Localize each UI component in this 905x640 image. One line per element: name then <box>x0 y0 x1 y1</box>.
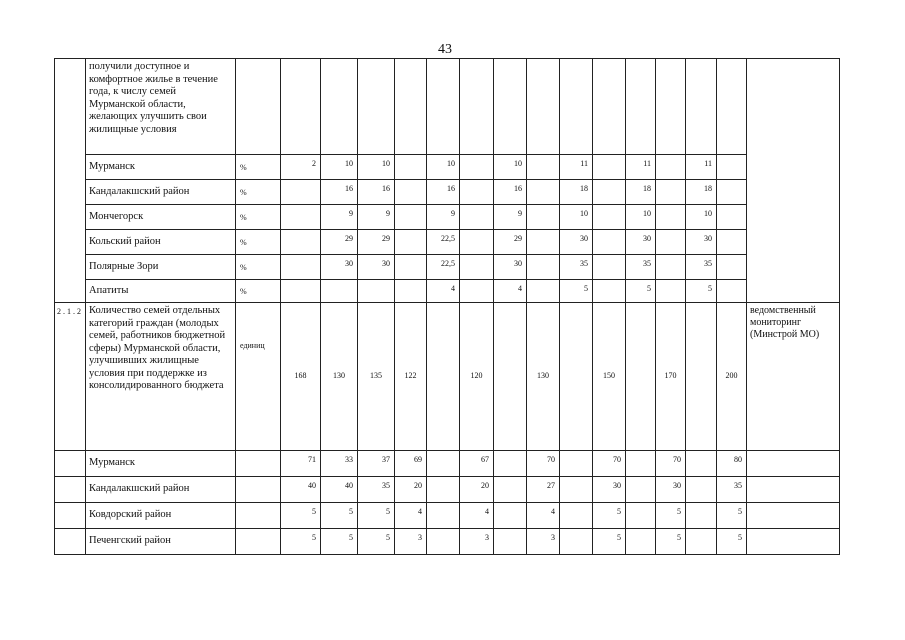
value-cell: 5 <box>560 280 593 303</box>
value-cell: 18 <box>560 180 593 205</box>
value-cell <box>527 155 560 180</box>
value-cell <box>717 180 747 205</box>
value-cell: 2 <box>281 155 321 180</box>
value-cell: 5 <box>717 529 747 555</box>
value-cell <box>281 280 321 303</box>
municipality-label: Полярные Зори <box>86 255 236 280</box>
value-cell <box>593 255 626 280</box>
value-cell: 5 <box>717 503 747 529</box>
value-cell: 16 <box>494 180 527 205</box>
value-cell: 135 <box>358 303 395 451</box>
table-row <box>55 205 840 230</box>
value-cell: 10 <box>494 155 527 180</box>
value-cell <box>593 230 626 255</box>
value-cell: 3 <box>395 529 427 555</box>
value-cell: 29 <box>358 230 395 255</box>
value-cell: 22,5 <box>427 255 460 280</box>
value-cell: 22,5 <box>427 230 460 255</box>
value-cell: 33 <box>321 451 358 477</box>
value-cell <box>427 503 460 529</box>
value-cell: 122 <box>395 303 427 451</box>
value-cell <box>717 280 747 303</box>
value-cell: 30 <box>321 255 358 280</box>
value-cell <box>281 255 321 280</box>
row-number: 2.1.2 <box>55 303 86 451</box>
value-cell <box>656 230 686 255</box>
value-cell <box>527 205 560 230</box>
value-cell <box>281 230 321 255</box>
value-cell <box>656 180 686 205</box>
table-row <box>55 255 840 280</box>
value-cell: 130 <box>321 303 358 451</box>
value-cell: 5 <box>626 280 656 303</box>
indicator-label: получили доступное и комфортное жилье в течение года, к числу семей Мурманской области, желающих улучшить свои жилищные условия <box>86 59 236 155</box>
table-row <box>55 477 840 503</box>
unit-cell: % <box>236 280 281 303</box>
value-cell: 16 <box>321 180 358 205</box>
value-cell <box>593 155 626 180</box>
value-cell: 29 <box>494 230 527 255</box>
value-cell <box>656 280 686 303</box>
value-cell <box>395 255 427 280</box>
value-cell <box>527 59 560 155</box>
value-cell: 11 <box>560 155 593 180</box>
table-row <box>55 59 840 155</box>
value-cell <box>717 155 747 180</box>
value-cell <box>560 503 593 529</box>
value-cell: 4 <box>527 503 560 529</box>
value-cell: 67 <box>460 451 494 477</box>
municipality-label: Кандалакшский район <box>86 180 236 205</box>
value-cell: 18 <box>626 180 656 205</box>
value-cell <box>593 205 626 230</box>
unit-cell: % <box>236 180 281 205</box>
value-cell <box>395 205 427 230</box>
value-cell <box>358 59 395 155</box>
source-note: ведомственный мониторинг (Минстрой МО) <box>747 303 840 451</box>
value-cell: 18 <box>686 180 717 205</box>
value-cell: 30 <box>656 477 686 503</box>
value-cell <box>494 59 527 155</box>
value-cell <box>427 451 460 477</box>
value-cell: 69 <box>395 451 427 477</box>
value-cell <box>527 230 560 255</box>
value-cell <box>281 180 321 205</box>
value-cell: 5 <box>593 503 626 529</box>
table-row <box>55 303 840 451</box>
value-cell <box>427 477 460 503</box>
value-cell <box>686 477 717 503</box>
unit-cell: % <box>236 205 281 230</box>
value-cell <box>494 451 527 477</box>
value-cell <box>527 180 560 205</box>
row-number-cell <box>55 503 86 529</box>
table-row <box>55 180 840 205</box>
value-cell <box>494 503 527 529</box>
table-row <box>55 155 840 180</box>
value-cell <box>358 280 395 303</box>
value-cell <box>626 451 656 477</box>
value-cell: 5 <box>281 529 321 555</box>
value-cell <box>460 205 494 230</box>
value-cell: 16 <box>358 180 395 205</box>
municipality-label: Мурманск <box>86 155 236 180</box>
value-cell: 30 <box>593 477 626 503</box>
value-cell: 5 <box>281 503 321 529</box>
value-cell <box>717 230 747 255</box>
value-cell: 29 <box>321 230 358 255</box>
value-cell: 9 <box>494 205 527 230</box>
note-cell <box>747 477 840 503</box>
value-cell <box>626 477 656 503</box>
value-cell: 40 <box>321 477 358 503</box>
unit-cell: % <box>236 230 281 255</box>
value-cell <box>527 255 560 280</box>
value-cell: 200 <box>717 303 747 451</box>
value-cell: 10 <box>321 155 358 180</box>
value-cell: 70 <box>656 451 686 477</box>
value-cell: 5 <box>321 503 358 529</box>
value-cell: 10 <box>560 205 593 230</box>
value-cell <box>656 155 686 180</box>
value-cell <box>395 280 427 303</box>
value-cell <box>686 303 717 451</box>
value-cell <box>626 503 656 529</box>
value-cell <box>494 529 527 555</box>
value-cell <box>593 180 626 205</box>
table-row <box>55 529 840 555</box>
indicator-label: Количество семей отдельных категорий граждан (молодых семей, работников бюджетной сферы) Мурманской области, улучшивших жилищные условия при поддержке из консолидированного бюджета <box>86 303 236 451</box>
value-cell <box>656 205 686 230</box>
value-cell: 5 <box>358 503 395 529</box>
value-cell: 130 <box>527 303 560 451</box>
value-cell <box>460 255 494 280</box>
value-cell <box>560 529 593 555</box>
row-number-cell <box>55 529 86 555</box>
value-cell: 3 <box>527 529 560 555</box>
municipality-label: Ковдорский район <box>86 503 236 529</box>
municipality-label: Кольский район <box>86 230 236 255</box>
unit-cell: % <box>236 155 281 180</box>
value-cell: 30 <box>494 255 527 280</box>
value-cell <box>494 303 527 451</box>
value-cell: 40 <box>281 477 321 503</box>
value-cell: 35 <box>717 477 747 503</box>
value-cell <box>626 303 656 451</box>
value-cell: 20 <box>460 477 494 503</box>
value-cell <box>717 205 747 230</box>
unit-cell <box>236 477 281 503</box>
value-cell <box>460 155 494 180</box>
value-cell: 5 <box>686 280 717 303</box>
table-row <box>55 230 840 255</box>
municipality-label: Апатиты <box>86 280 236 303</box>
value-cell: 5 <box>656 529 686 555</box>
value-cell: 11 <box>626 155 656 180</box>
value-cell: 30 <box>358 255 395 280</box>
value-cell: 35 <box>626 255 656 280</box>
value-cell <box>494 477 527 503</box>
row-number-cell <box>55 59 86 303</box>
value-cell <box>593 280 626 303</box>
value-cell: 71 <box>281 451 321 477</box>
value-cell <box>395 180 427 205</box>
value-cell <box>460 280 494 303</box>
value-cell: 5 <box>358 529 395 555</box>
value-cell: 120 <box>460 303 494 451</box>
value-cell <box>395 59 427 155</box>
value-cell <box>560 59 593 155</box>
value-cell: 4 <box>427 280 460 303</box>
unit-cell <box>236 451 281 477</box>
value-cell <box>686 59 717 155</box>
value-cell <box>560 451 593 477</box>
value-cell <box>656 255 686 280</box>
value-cell <box>560 477 593 503</box>
value-cell <box>427 529 460 555</box>
value-cell: 9 <box>321 205 358 230</box>
municipality-label: Печенгский район <box>86 529 236 555</box>
value-cell: 150 <box>593 303 626 451</box>
value-cell: 20 <box>395 477 427 503</box>
municipality-label: Кандалакшский район <box>86 477 236 503</box>
value-cell: 9 <box>358 205 395 230</box>
unit-cell: единиц <box>236 303 281 451</box>
unit-cell <box>236 59 281 155</box>
value-cell: 35 <box>686 255 717 280</box>
value-cell: 5 <box>593 529 626 555</box>
value-cell <box>626 529 656 555</box>
value-cell: 3 <box>460 529 494 555</box>
value-cell: 16 <box>427 180 460 205</box>
value-cell: 35 <box>560 255 593 280</box>
value-cell: 80 <box>717 451 747 477</box>
value-cell <box>686 503 717 529</box>
value-cell: 35 <box>358 477 395 503</box>
value-cell: 10 <box>686 205 717 230</box>
value-cell: 37 <box>358 451 395 477</box>
value-cell <box>593 59 626 155</box>
municipality-label: Мончегорск <box>86 205 236 230</box>
row-number-cell <box>55 477 86 503</box>
value-cell: 5 <box>321 529 358 555</box>
value-cell: 168 <box>281 303 321 451</box>
value-cell <box>321 280 358 303</box>
value-cell <box>460 230 494 255</box>
value-cell <box>717 255 747 280</box>
value-cell: 4 <box>460 503 494 529</box>
value-cell: 10 <box>626 205 656 230</box>
value-cell <box>427 59 460 155</box>
table-row <box>55 503 840 529</box>
value-cell: 11 <box>686 155 717 180</box>
value-cell <box>460 180 494 205</box>
value-cell: 170 <box>656 303 686 451</box>
value-cell <box>656 59 686 155</box>
value-cell <box>395 155 427 180</box>
value-cell: 30 <box>686 230 717 255</box>
note-cell <box>747 503 840 529</box>
value-cell <box>717 59 747 155</box>
value-cell: 70 <box>593 451 626 477</box>
table-row <box>55 451 840 477</box>
value-cell <box>626 59 656 155</box>
unit-cell <box>236 529 281 555</box>
value-cell <box>527 280 560 303</box>
value-cell: 10 <box>358 155 395 180</box>
value-cell <box>281 59 321 155</box>
unit-cell <box>236 503 281 529</box>
value-cell <box>427 303 460 451</box>
value-cell: 10 <box>427 155 460 180</box>
note-cell <box>747 529 840 555</box>
value-cell <box>460 59 494 155</box>
value-cell <box>686 451 717 477</box>
table-row <box>55 280 840 303</box>
value-cell: 70 <box>527 451 560 477</box>
value-cell: 30 <box>626 230 656 255</box>
unit-cell: % <box>236 255 281 280</box>
row-number-cell <box>55 451 86 477</box>
value-cell <box>560 303 593 451</box>
value-cell <box>686 529 717 555</box>
value-cell <box>395 230 427 255</box>
indicators-table <box>54 58 840 555</box>
value-cell <box>321 59 358 155</box>
value-cell: 4 <box>494 280 527 303</box>
value-cell: 5 <box>656 503 686 529</box>
value-cell <box>281 205 321 230</box>
value-cell: 30 <box>560 230 593 255</box>
note-cell <box>747 451 840 477</box>
municipality-label: Мурманск <box>86 451 236 477</box>
value-cell: 4 <box>395 503 427 529</box>
note-cell <box>747 59 840 303</box>
value-cell: 27 <box>527 477 560 503</box>
page-number: 43 <box>438 42 452 57</box>
value-cell: 9 <box>427 205 460 230</box>
